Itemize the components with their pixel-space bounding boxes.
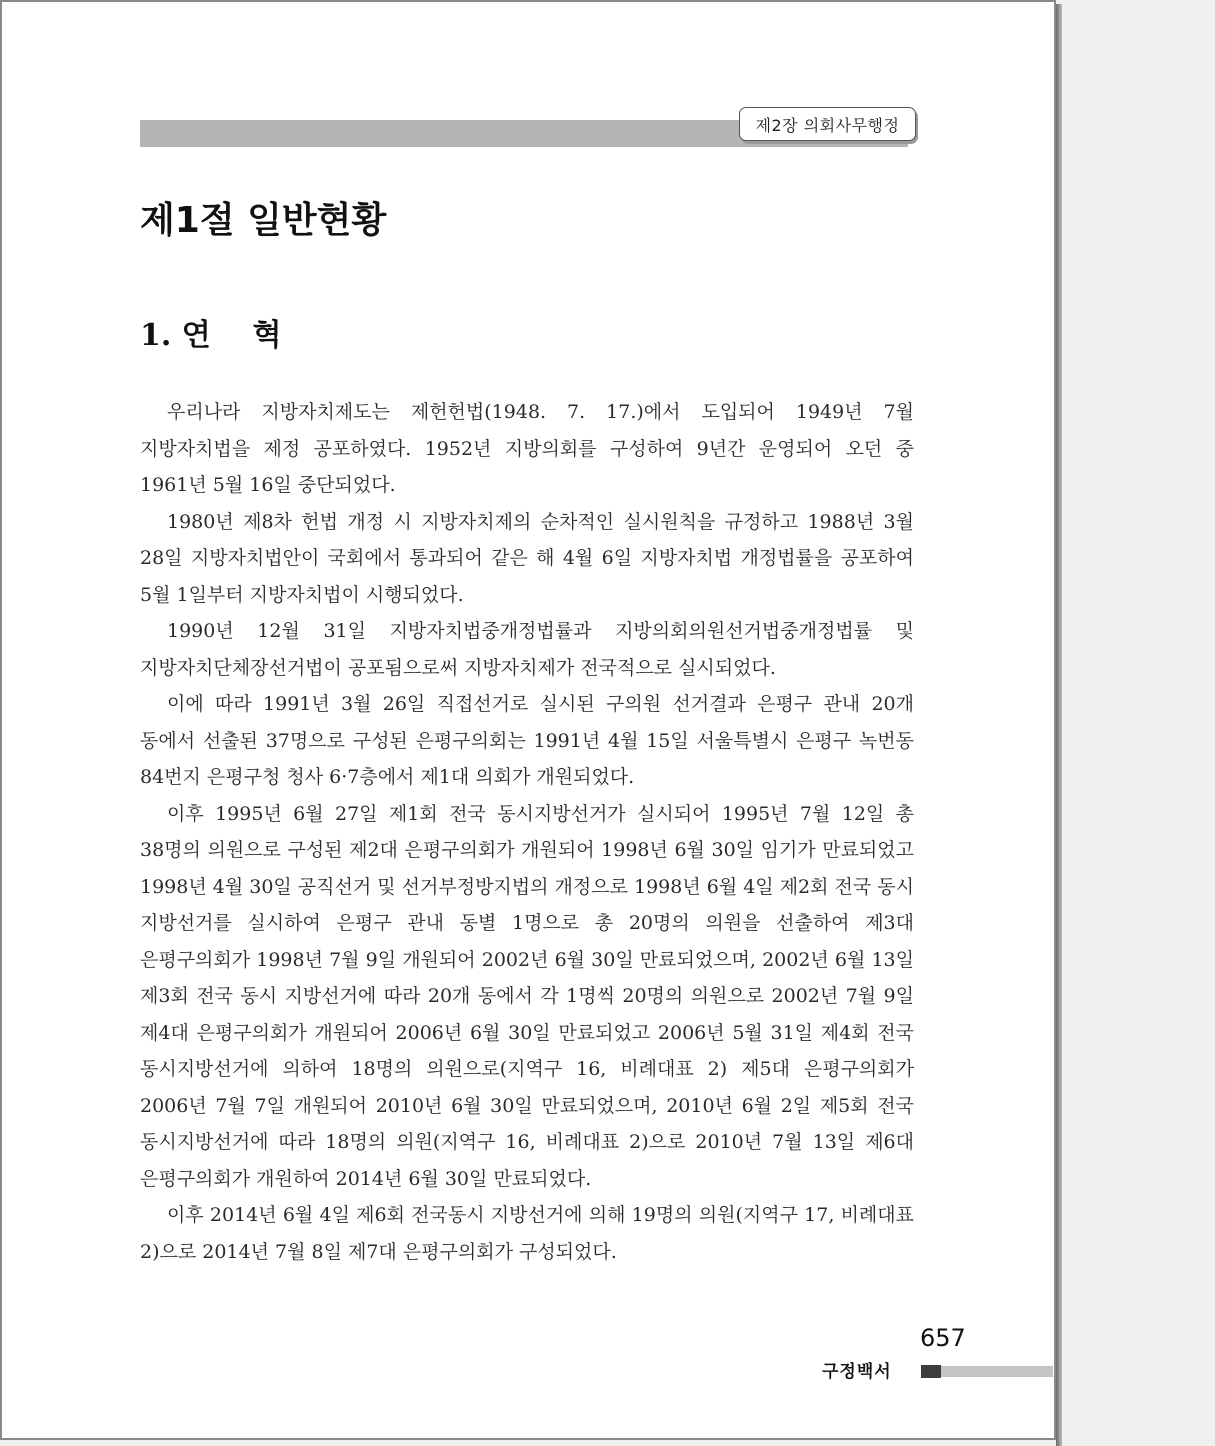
footer-bar-dark bbox=[921, 1365, 941, 1378]
section-title: 제1절 일반현황 bbox=[140, 200, 387, 241]
page-number: 657 bbox=[920, 1324, 966, 1352]
paragraph: 우리나라 지방자치제도는 제헌헌법(1948. 7. 17.)에서 도입되어 1949년 7월 지방자치법을 제정 공포하였다. 1952년 지방의회를 구성하여 9년간 운영되어 오던 중 1961년 5월 16일 중단되었다. bbox=[140, 401, 914, 496]
chapter-label: 제2장 의회사무행정 bbox=[739, 107, 916, 141]
paragraph: 이에 따라 1991년 3월 26일 직접선거로 실시된 구의원 선거결과 은평구 관내 20개 동에서 선출된 37명으로 구성된 은평구의회는 1991년 4월 15일 서울특별시 은평구 녹번동 84번지 은평구청 청사 6·7층에서 제1대 의회가 개원되었다. bbox=[140, 693, 914, 788]
book-title: 구정백서 bbox=[822, 1362, 892, 1382]
paragraph: 이후 1995년 6월 27일 제1회 전국 동시지방선거가 실시되어 1995년 7월 12일 총 38명의 의원으로 구성된 제2대 은평구의회가 개원되어 1998년 6월 30일 임기가 만료되었고 1998년 4월 30일 공직선거 및 선거부정방지법의 개정으로 1998년 6월 4일 제2회 전국 동시 지방선거를 실시하여 은평구 관내 동별 1명으로 총 20명의 의원을 선출하여 제3대 은평구의회가 1998년 7월 9일 개원되어 2002년 6월 30일 만료되었으며, 2002년 6월 13일 제3회 전국 동시 지방선거에 따라 20개 동에서 각 1명씩 20명의 의원으로 2002년 7월 9일 제4대 은평구의회가 개원되어 2006년 6월 30일 만료되었고 2006년 5월 31일 제4회 전국 동시지방선거에 의하여 18명의 의원으로(지역구 16, 비례대표 2) 제5대 은평구의회가 2006년 7월 7일 개원되어 2010년 6월 30일 만료되었으며, 2010년 6월 2일 제5회 전국 동시지방선거에 따라 18명의 의원(지역구 16, 비례대표 2)으로 2010년 7월 13일 제6대 은평구의회가 개원하여 2014년 6월 30일 만료되었다. bbox=[140, 802, 914, 1190]
paragraph: 1980년 제8차 헌법 개정 시 지방자치제의 순차적인 실시원칙을 규정하고 1988년 3월 28일 지방자치법안이 국회에서 통과되어 같은 해 4월 6일 지방자치법 개정법률을 공포하여 5월 1일부터 지방자치법이 시행되었다. bbox=[140, 510, 914, 606]
paragraph: 1990년 12월 31일 지방자치법중개정법률과 지방의회의원선거법중개정법률 및 지방자치단체장선거법이 공포됨으로써 지방자치제가 전국적으로 실시되었다. bbox=[140, 620, 914, 679]
subsection-title: 1. 연 혁 bbox=[140, 318, 282, 353]
body-text bbox=[140, 394, 914, 1270]
footer-bar-light bbox=[941, 1366, 1053, 1377]
page-edge-shadow bbox=[1056, 4, 1062, 1446]
paragraph: 이후 2014년 6월 4일 제6회 전국동시 지방선거에 의해 19명의 의원(지역구 17, 비례대표 2)으로 2014년 7월 8일 제7대 은평구의회가 구성되었다. bbox=[140, 1204, 914, 1263]
